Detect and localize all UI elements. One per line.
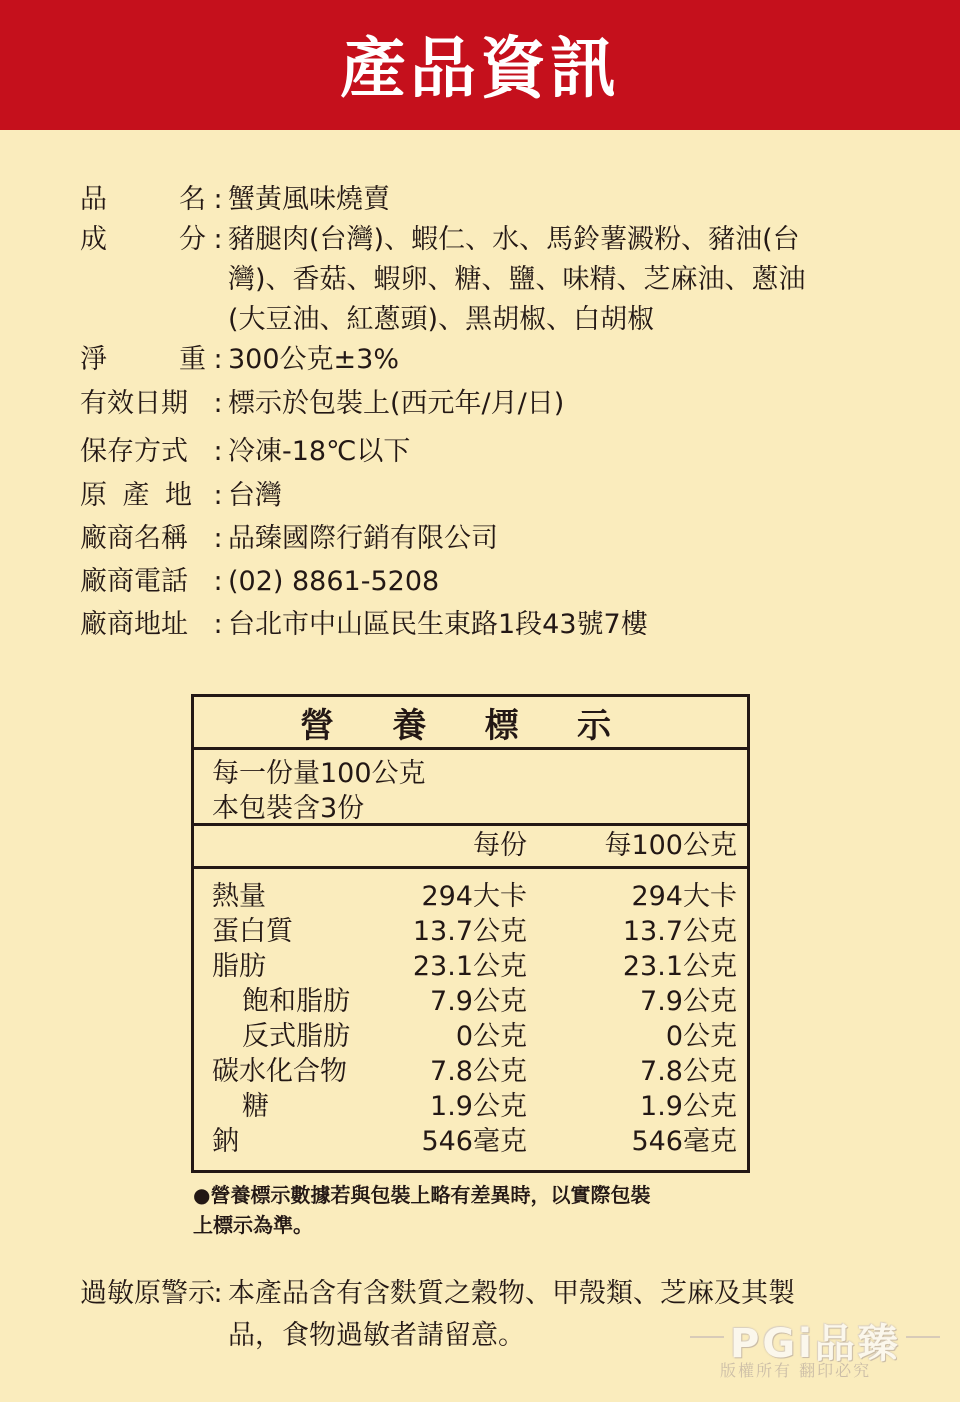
info-value: 300公克±3% xyxy=(228,344,399,375)
per-100g-value: 7.9公克 xyxy=(640,986,737,1017)
watermark-logo: PGi品臻 xyxy=(730,1321,901,1367)
table-row xyxy=(194,914,747,949)
table-row xyxy=(194,984,747,1019)
col-per-serving: 每份 xyxy=(473,830,527,861)
colon: : xyxy=(213,436,223,467)
allergy-value: 本產品含有含麩質之穀物、甲殼類、芝麻及其製 品，食物過敏者請留意。 xyxy=(228,1278,795,1351)
table-row xyxy=(194,1019,747,1054)
table-row xyxy=(194,879,747,914)
per-serving-value: 1.9公克 xyxy=(430,1091,527,1122)
info-value: 台北市中山區民生東路1段43號7樓 xyxy=(228,609,648,640)
per-serving-value: 546毫克 xyxy=(421,1126,527,1157)
nutrition-table xyxy=(191,694,750,1173)
column-headers xyxy=(194,826,747,869)
colon: : xyxy=(213,1278,223,1309)
watermark-rule-right xyxy=(906,1336,940,1338)
per-100g-value: 294大卡 xyxy=(631,881,737,912)
info-label: 廠商地址 xyxy=(80,609,188,640)
colon: : xyxy=(213,566,223,597)
info-value: 台灣 xyxy=(228,480,282,511)
per-serving-value: 23.1公克 xyxy=(412,951,527,982)
allergy-label: 過敏原警示 xyxy=(80,1278,215,1309)
table-row xyxy=(194,949,747,984)
info-row-origin xyxy=(80,476,900,516)
info-label: 原 產 地 xyxy=(80,480,192,511)
per-100g-value: 0公克 xyxy=(665,1021,737,1052)
table-row xyxy=(194,1089,747,1124)
watermark xyxy=(690,1310,940,1385)
info-label: 廠商名稱 xyxy=(80,523,188,554)
per-100g-value: 23.1公克 xyxy=(622,951,737,982)
table-row xyxy=(194,1054,747,1089)
nutrient-name: 碳水化合物 xyxy=(212,1056,347,1087)
watermark-rule-left xyxy=(690,1336,724,1338)
nutrition-rows xyxy=(194,869,747,1159)
per-serving-value: 7.8公克 xyxy=(430,1056,527,1087)
colon: : xyxy=(213,480,223,511)
info-label: 品 名 xyxy=(80,184,206,215)
colon: : xyxy=(213,224,223,255)
info-row-net-weight xyxy=(80,340,900,380)
per-100g-value: 13.7公克 xyxy=(622,916,737,947)
nutrient-name: 蛋白質 xyxy=(212,916,293,947)
col-per-100g: 每100公克 xyxy=(604,830,737,861)
per-serving-value: 0公克 xyxy=(455,1021,527,1052)
nutrient-name: 反式脂肪 xyxy=(242,1021,350,1052)
info-label: 有效日期 xyxy=(80,388,188,419)
servings-per-pack: 本包裝含3份 xyxy=(212,793,365,824)
nutrient-name: 脂肪 xyxy=(212,951,266,982)
watermark-copyright: 版權所有 翻印必究 xyxy=(720,1361,872,1380)
info-row-maker-name xyxy=(80,519,900,559)
info-label: 廠商電話 xyxy=(80,566,188,597)
product-info xyxy=(80,180,900,645)
info-row-storage xyxy=(80,432,900,472)
serving-size: 每一份量100公克 xyxy=(212,758,426,789)
info-value: (02) 8861-5208 xyxy=(228,566,440,597)
ingredients-value: 豬腿肉(台灣)、蝦仁、水、馬鈴薯澱粉、豬油(台 灣)、香菇、蝦卵、糖、鹽、味精、芝麻油、蔥油 (大豆油、紅蔥頭)、黑胡椒、白胡椒 xyxy=(228,224,806,335)
info-row-expiry xyxy=(80,384,900,424)
info-label: 成 分 xyxy=(80,224,206,255)
info-row-maker-address xyxy=(80,605,900,645)
nutrition-note: ●營養標示數據若與包裝上略有差異時，以實際包裝 上標示為準。 xyxy=(193,1183,651,1237)
colon: : xyxy=(213,388,223,419)
colon: : xyxy=(213,609,223,640)
per-serving-value: 7.9公克 xyxy=(430,986,527,1017)
per-100g-value: 1.9公克 xyxy=(640,1091,737,1122)
per-serving-value: 13.7公克 xyxy=(412,916,527,947)
nutrient-name: 糖 xyxy=(242,1091,269,1122)
colon: : xyxy=(213,184,223,215)
nutrient-name: 飽和脂肪 xyxy=(242,986,350,1017)
colon: : xyxy=(213,523,223,554)
per-100g-value: 546毫克 xyxy=(631,1126,737,1157)
info-value: 品臻國際行銷有限公司 xyxy=(228,523,498,554)
info-row-maker-phone xyxy=(80,562,900,602)
table-row xyxy=(194,1124,747,1159)
info-row-product-name xyxy=(80,180,900,220)
info-value: 標示於包裝上(西元年/月/日) xyxy=(228,388,565,419)
info-label: 淨 重 xyxy=(80,344,206,375)
header-banner xyxy=(0,0,960,130)
info-value: 蟹黃風味燒賣 xyxy=(228,184,390,215)
page-title: 產品資訊 xyxy=(340,29,620,107)
info-row-ingredients xyxy=(80,220,900,340)
info-value: 冷凍-18℃以下 xyxy=(228,436,411,467)
nutrient-name: 熱量 xyxy=(212,881,266,912)
nutrient-name: 鈉 xyxy=(212,1126,239,1157)
nutrition-title: 營 養 標 示 xyxy=(194,697,747,750)
per-serving-value: 294大卡 xyxy=(421,881,527,912)
info-label: 保存方式 xyxy=(80,436,188,467)
per-100g-value: 7.8公克 xyxy=(640,1056,737,1087)
colon: : xyxy=(213,344,223,375)
serving-info xyxy=(194,750,747,826)
